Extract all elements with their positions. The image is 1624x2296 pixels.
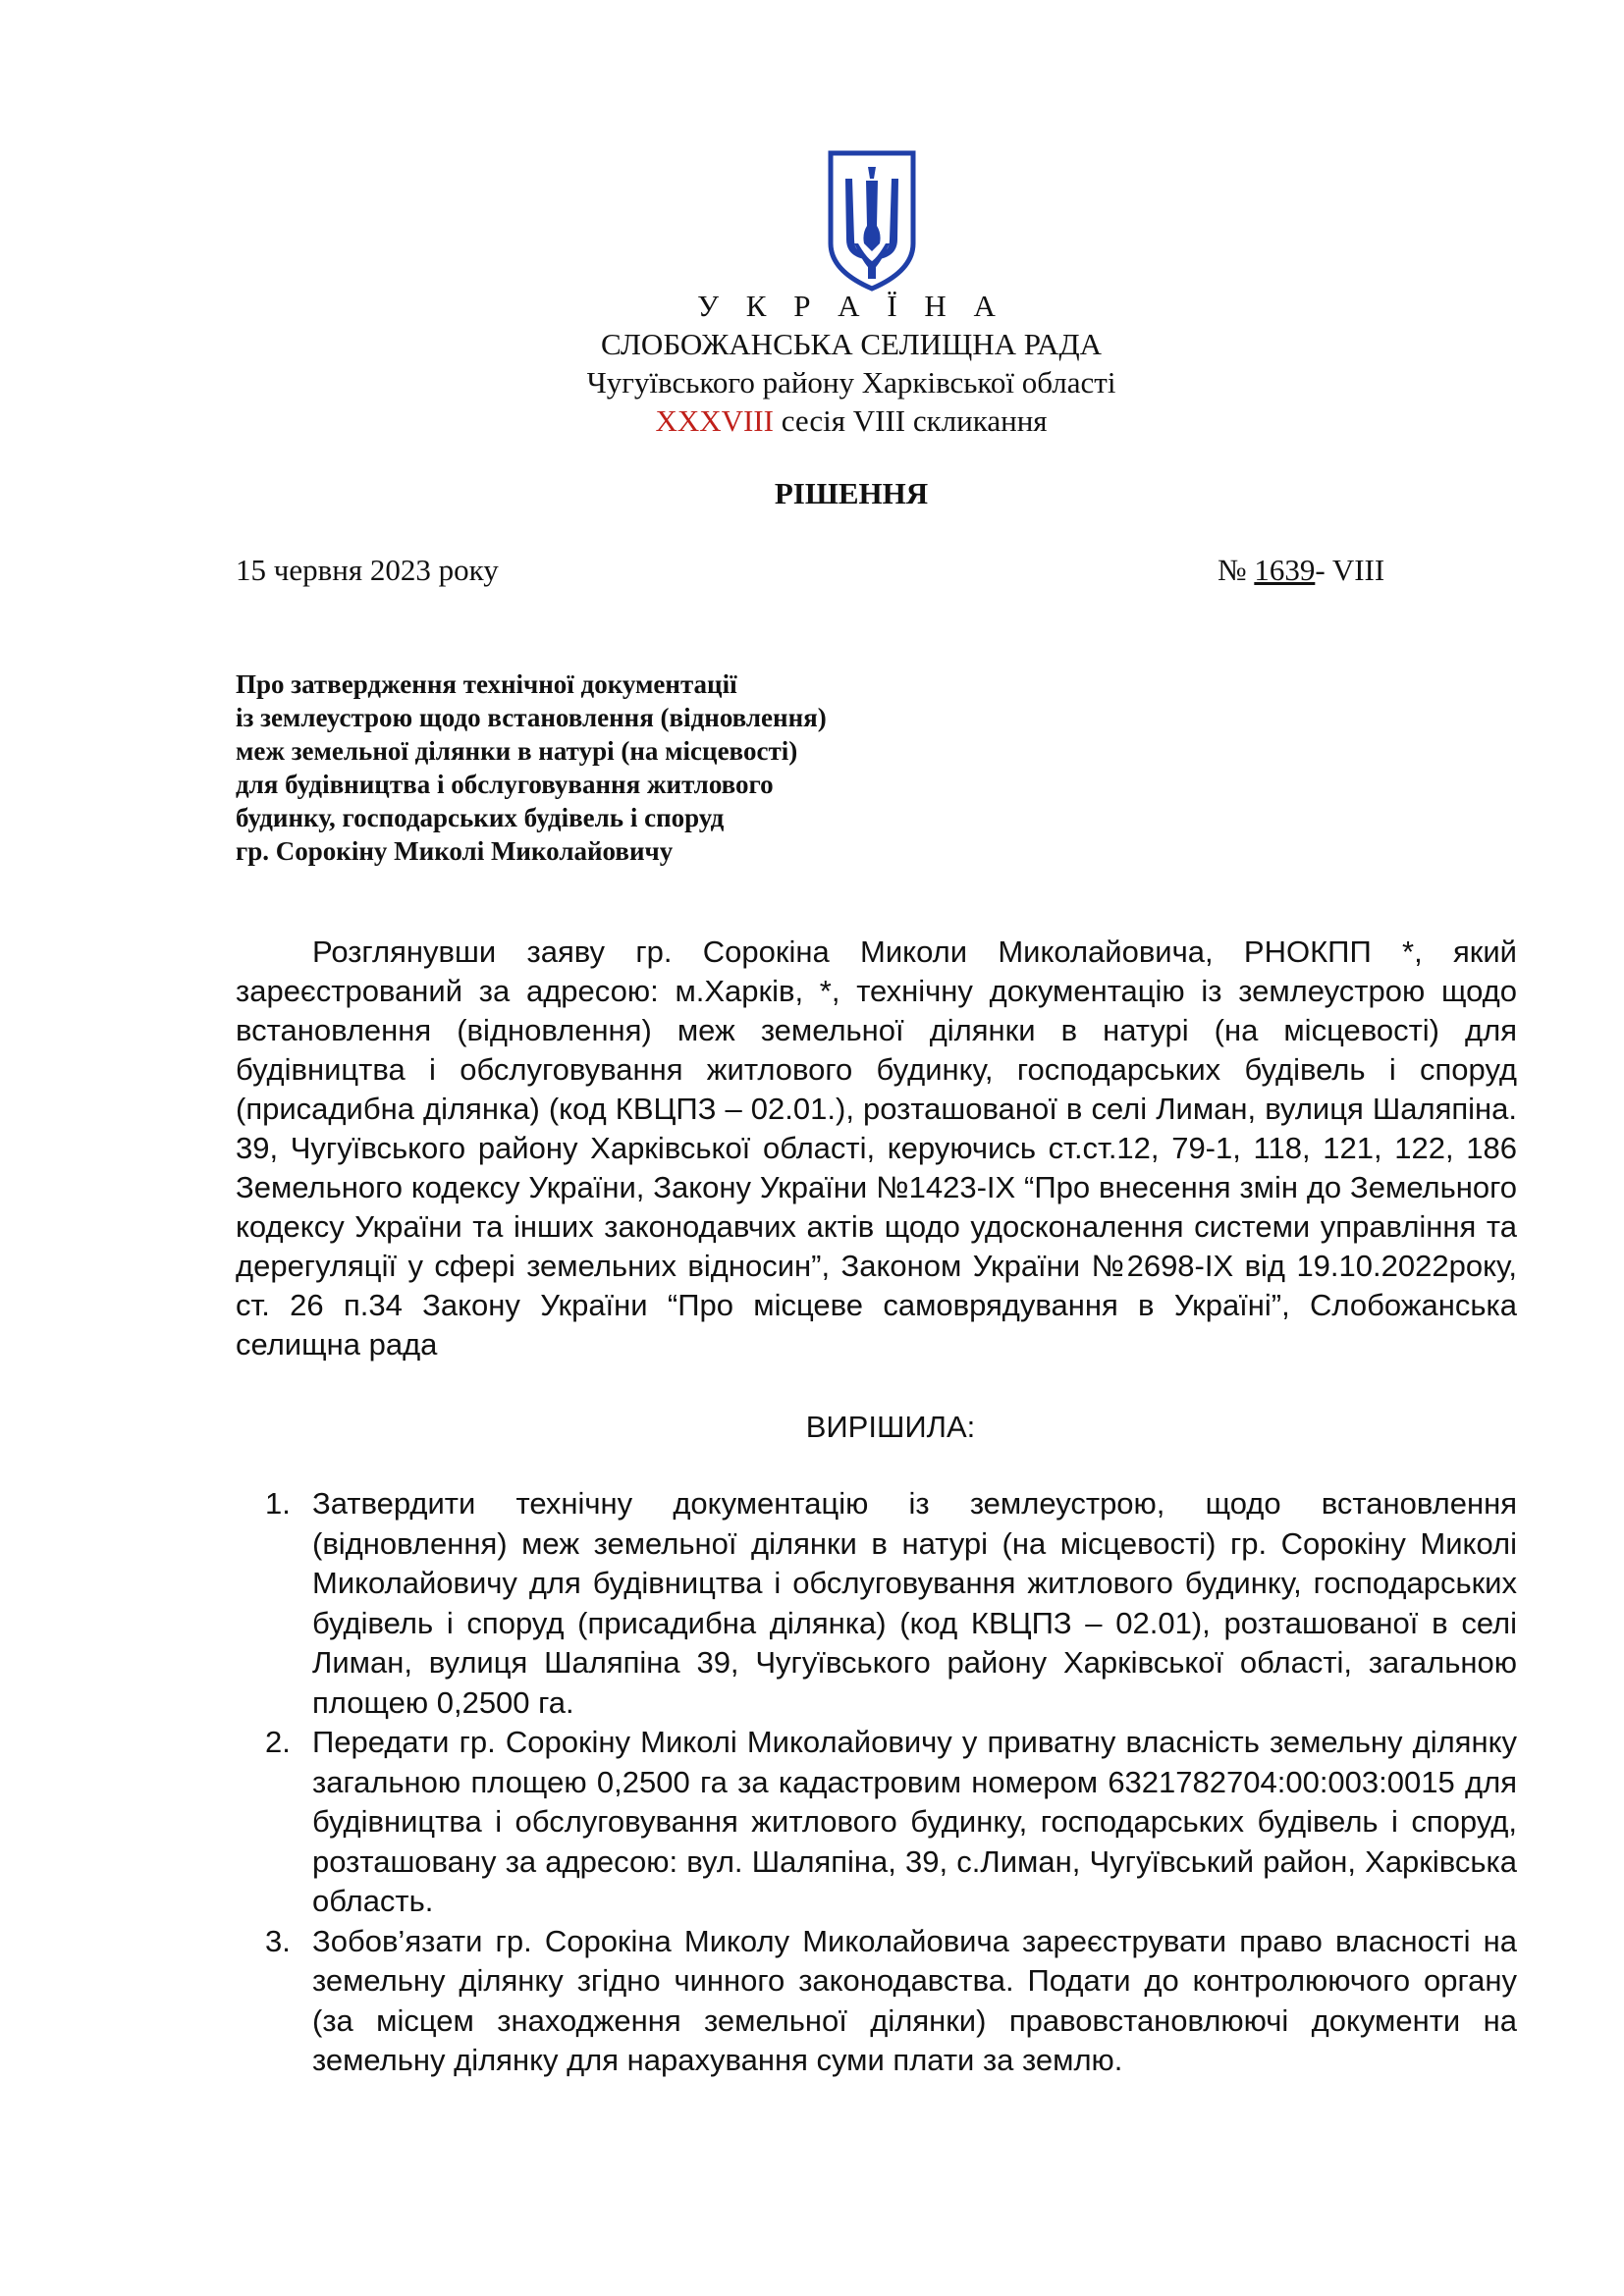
- number-suffix: - VIII: [1315, 553, 1385, 587]
- item-text: Зобов’язати гр. Сорокіна Миколу Миколайовича зареєструвати право власності на земельну ділянку згідно чинного законодавства. Подати до контролюючого органу (за місцем знаходження земельної ділянки) правовстановлюючі документи на земельну ділянку для нарахування суми плати за землю.: [312, 1923, 1517, 2077]
- subject-line: для будівництва і обслуговування житлового: [236, 770, 774, 799]
- subject-line: із землеустрою щодо встановлення (відновлення): [236, 703, 827, 732]
- item-text: Затвердити технічну документацію із землеустрою, щодо встановлення (відновлення) меж земельної ділянки в натурі (на місцевості) гр. Сорокіну Миколі Миколайовичу для будівництва і обслуговування житлового будинку, господарських будівель і споруд (присадибна ділянка) (код КВЦПЗ – 02.01), розташованої в селі Лиман, вулиця Шаляпіна 39, Чугуївського району Харківської області, загальною площею 0,2500 га.: [312, 1486, 1517, 1720]
- document-header: [0, 287, 1624, 440]
- preamble-paragraph: Розглянувши заяву гр. Сорокіна Миколи Миколайовича, РНОКПП *, який зареєстрований за адресою: м.Харків, *, технічну документацію із землеустрою щодо встановлення (відновлення) меж земельної ділянки в натурі (на місцевості) для будівництва і обслуговування житлового будинку, господарських будівель і споруд (присадибна ділянка) (код КВЦПЗ – 02.01.), розташованої в селі Лиман, вулиця Шаляпіна. 39, Чугуївського району Харківської області, керуючись ст.ст.12, 79-1, 118, 121, 122, 186 Земельного кодексу України, Закону України №1423-IX “Про внесення змін до Земельного кодексу України та інших законодавчих актів щодо удосконалення системи управління та дерегуляції у сфері земельних відносин”, Законом України №2698-IX від 19.10.2022року, ст. 26 п.34 Закону України “Про місцеве самоврядування в Україні”, Слобожанська селищна рада: [236, 934, 1517, 1362]
- country-name: У К Р А Ї Н А: [697, 289, 1005, 323]
- decided-heading: ВИРІШИЛА:: [805, 1410, 976, 1444]
- list-item: [265, 1484, 1517, 1723]
- list-item: [265, 1922, 1517, 2081]
- decision-subject: [236, 667, 982, 868]
- document-title: РІШЕННЯ: [774, 476, 929, 510]
- number-value: 1639: [1254, 553, 1316, 587]
- subject-line: будинку, господарських будівель і споруд: [236, 803, 725, 832]
- item-number: 1.: [265, 1486, 291, 1521]
- item-number: 3.: [265, 1923, 291, 1958]
- subject-line: меж земельної ділянки в натурі (на місцевості): [236, 736, 798, 766]
- list-item: [265, 1723, 1517, 1922]
- session-roman-number: XXXVIII: [655, 403, 774, 438]
- item-text: Передати гр. Сорокіну Миколі Миколайовичу у приватну власність земельну ділянку загальною площею 0,2500 га за кадастровим номером 6321782704:00:003:0015 для будівництва і обслуговування житлового будинку, господарських будівель і споруд, розташовану за адресою: вул. Шаляпіна, 39, с.Лиман, Чугуївський район, Харківська область.: [312, 1725, 1517, 1918]
- session-convocation: сесія VIII скликання: [773, 403, 1048, 438]
- trident-coat-of-arms-icon: [825, 149, 919, 292]
- district-name: Чугуївського району Харківської області: [586, 365, 1116, 400]
- decision-number: [1218, 553, 1384, 588]
- number-prefix: №: [1218, 553, 1255, 587]
- council-name: СЛОБОЖАНСЬКА СЕЛИЩНА РАДА: [601, 327, 1102, 361]
- decision-items: [265, 1484, 1517, 2081]
- item-number: 2.: [265, 1725, 291, 1759]
- subject-line: Про затвердження технічної документації: [236, 669, 737, 699]
- decision-date: 15 червня 2023 року: [236, 553, 499, 587]
- subject-line: гр. Сорокіну Миколі Миколайовичу: [236, 836, 674, 866]
- session-line: [79, 401, 1624, 440]
